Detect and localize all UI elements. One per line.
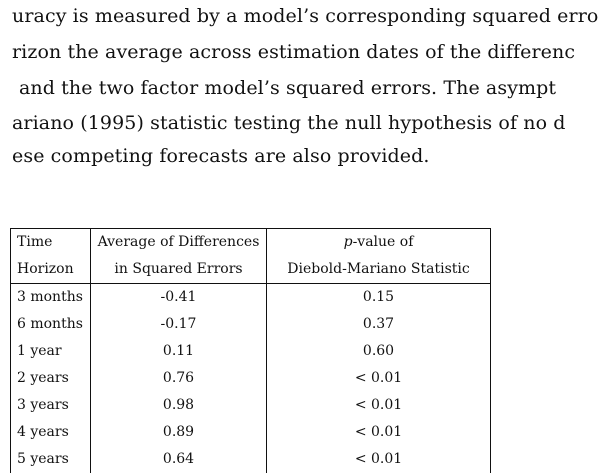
cell-p-value: 0.37 <box>267 311 491 338</box>
cell-p-value: < 0.01 <box>267 419 491 446</box>
header-avg-diff-line1: Average of Differences <box>91 229 267 257</box>
table-row <box>11 284 491 312</box>
paragraph-line-3: and the two factor model’s squared errors. The asympt <box>19 77 557 99</box>
cell-horizon: 6 months <box>11 311 91 338</box>
table-header-row-2 <box>11 256 491 284</box>
table-header-row-1 <box>11 229 491 257</box>
header-p-letter: p <box>343 234 353 250</box>
header-horizon-line1: Time <box>11 229 91 257</box>
cell-avg-diff: 0.64 <box>91 446 267 473</box>
cell-avg-diff: 0.11 <box>91 338 267 365</box>
results-table-container <box>10 228 476 473</box>
paragraph-line-4: ariano (1995) statistic testing the null hypothesis of no d <box>12 112 566 134</box>
results-table <box>10 228 491 473</box>
cell-p-value: < 0.01 <box>267 446 491 473</box>
cell-horizon: 5 years <box>11 446 91 473</box>
cell-avg-diff: -0.41 <box>91 284 267 312</box>
table-row <box>11 311 491 338</box>
table-row <box>11 338 491 365</box>
cell-horizon: 1 year <box>11 338 91 365</box>
cell-avg-diff: 0.76 <box>91 365 267 392</box>
cell-avg-diff: 0.89 <box>91 419 267 446</box>
cell-horizon: 4 years <box>11 419 91 446</box>
paragraph-line-5: ese competing forecasts are also provided. <box>12 145 430 167</box>
header-pvalue-line2: Diebold-Mariano Statistic <box>267 256 491 284</box>
header-pvalue-rest: -value of <box>352 234 414 250</box>
cell-p-value: 0.60 <box>267 338 491 365</box>
cell-horizon: 3 months <box>11 284 91 312</box>
cell-p-value: < 0.01 <box>267 392 491 419</box>
paragraph-line-1: uracy is measured by a model’s corresponding squared erro <box>12 5 598 27</box>
cell-avg-diff: 0.98 <box>91 392 267 419</box>
cell-avg-diff: -0.17 <box>91 311 267 338</box>
table-row <box>11 419 491 446</box>
cell-horizon: 3 years <box>11 392 91 419</box>
table-row <box>11 392 491 419</box>
cell-p-value: 0.15 <box>267 284 491 312</box>
cell-p-value: < 0.01 <box>267 365 491 392</box>
paragraph-line-2: rizon the average across estimation dates of the differenc <box>12 41 576 63</box>
header-avg-diff-line2: in Squared Errors <box>91 256 267 284</box>
table-row <box>11 365 491 392</box>
header-horizon-line2: Horizon <box>11 256 91 284</box>
table-row <box>11 446 491 473</box>
cell-horizon: 2 years <box>11 365 91 392</box>
header-pvalue-line1 <box>267 229 491 257</box>
